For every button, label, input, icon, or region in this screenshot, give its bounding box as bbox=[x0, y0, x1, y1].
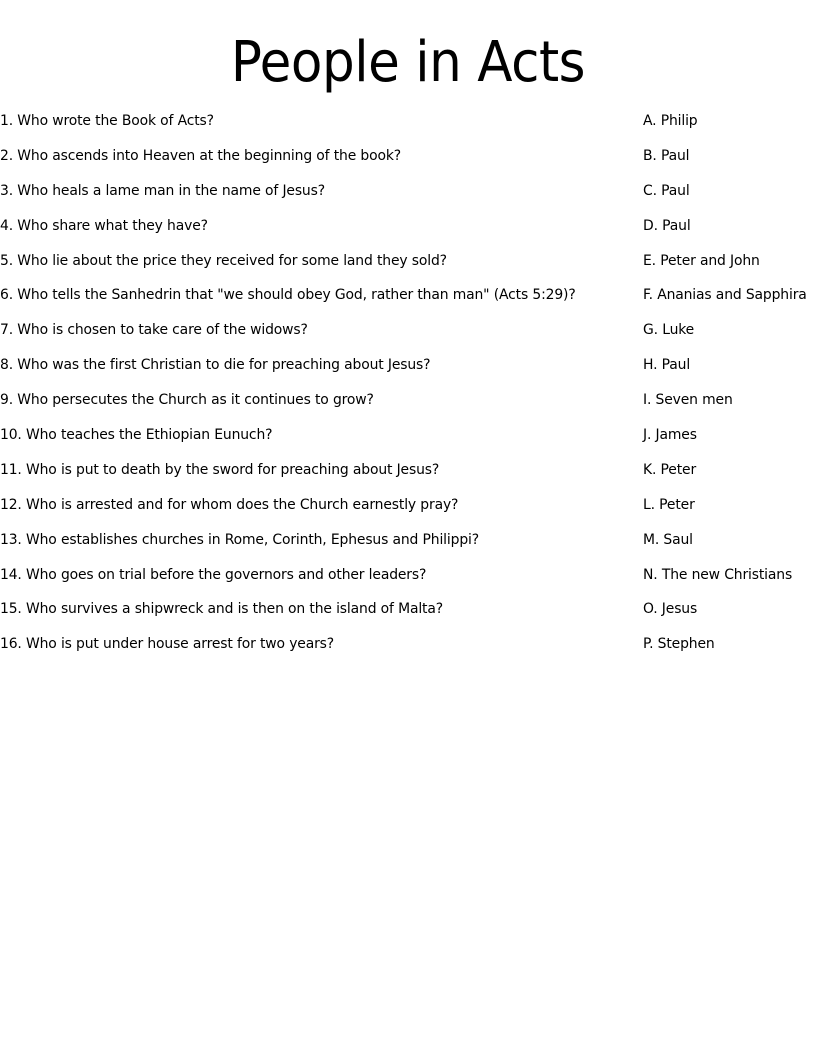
matching-row-4 bbox=[0, 216, 816, 251]
answer-j: J. James bbox=[643, 427, 697, 444]
question-1: 1. Who wrote the Book of Acts? bbox=[0, 113, 214, 129]
answer-f: F. Ananias and Sapphira bbox=[643, 287, 807, 304]
question-6: 6. Who tells the Sanhedrin that "we should obey God, rather than man" (Acts 5:29)? bbox=[0, 287, 576, 304]
matching-row-16 bbox=[0, 634, 816, 669]
question-4: 4. Who share what they have? bbox=[0, 217, 208, 234]
question-10: 10. Who teaches the Ethiopian Eunuch? bbox=[0, 427, 273, 444]
question-8: 8. Who was the first Christian to die for preaching about Jesus? bbox=[0, 357, 431, 374]
matching-row-14 bbox=[0, 565, 816, 600]
answer-e: E. Peter and John bbox=[643, 252, 760, 269]
matching-row-13 bbox=[0, 530, 816, 565]
matching-list bbox=[0, 111, 816, 669]
question-15: 15. Who survives a shipwreck and is then on the island of Malta? bbox=[0, 601, 444, 618]
matching-row-1 bbox=[0, 111, 816, 146]
answer-h: H. Paul bbox=[643, 357, 691, 374]
answer-l: L. Peter bbox=[643, 496, 695, 513]
matching-row-12 bbox=[0, 495, 816, 530]
question-3: 3. Who heals a lame man in the name of Jesus? bbox=[0, 182, 325, 199]
answer-n: N. The new Christians bbox=[643, 566, 793, 583]
question-12: 12. Who is arrested and for whom does the Church earnestly pray? bbox=[0, 496, 459, 513]
matching-row-2 bbox=[0, 146, 816, 181]
question-16: 16. Who is put under house arrest for two years? bbox=[0, 636, 335, 653]
answer-p: P. Stephen bbox=[643, 636, 715, 653]
answer-a: A. Philip bbox=[643, 113, 698, 129]
matching-row-11 bbox=[0, 460, 816, 495]
question-13: 13. Who establishes churches in Rome, Corinth, Ephesus and Philippi? bbox=[0, 531, 479, 548]
matching-row-9 bbox=[0, 390, 816, 425]
matching-row-8 bbox=[0, 355, 816, 390]
question-7: 7. Who is chosen to take care of the widows? bbox=[0, 322, 308, 339]
matching-row-15 bbox=[0, 599, 816, 634]
matching-row-10 bbox=[0, 425, 816, 460]
matching-row-5 bbox=[0, 251, 816, 286]
answer-c: C. Paul bbox=[643, 182, 690, 199]
matching-row-6 bbox=[0, 285, 816, 320]
matching-row-7 bbox=[0, 320, 816, 355]
question-2: 2. Who ascends into Heaven at the beginning of the book? bbox=[0, 147, 402, 164]
answer-b: B. Paul bbox=[643, 147, 690, 164]
page-title: People in Acts bbox=[230, 30, 586, 95]
answer-g: G. Luke bbox=[643, 322, 695, 339]
question-9: 9. Who persecutes the Church as it continues to grow? bbox=[0, 392, 374, 409]
answer-m: M. Saul bbox=[643, 531, 693, 548]
question-14: 14. Who goes on trial before the governors and other leaders? bbox=[0, 566, 427, 583]
question-11: 11. Who is put to death by the sword for preaching about Jesus? bbox=[0, 461, 440, 478]
matching-row-3 bbox=[0, 181, 816, 216]
answer-k: K. Peter bbox=[643, 461, 697, 478]
question-5: 5. Who lie about the price they received for some land they sold? bbox=[0, 252, 447, 269]
answer-i: I. Seven men bbox=[643, 392, 733, 409]
answer-d: D. Paul bbox=[643, 217, 691, 234]
answer-o: O. Jesus bbox=[643, 601, 698, 618]
